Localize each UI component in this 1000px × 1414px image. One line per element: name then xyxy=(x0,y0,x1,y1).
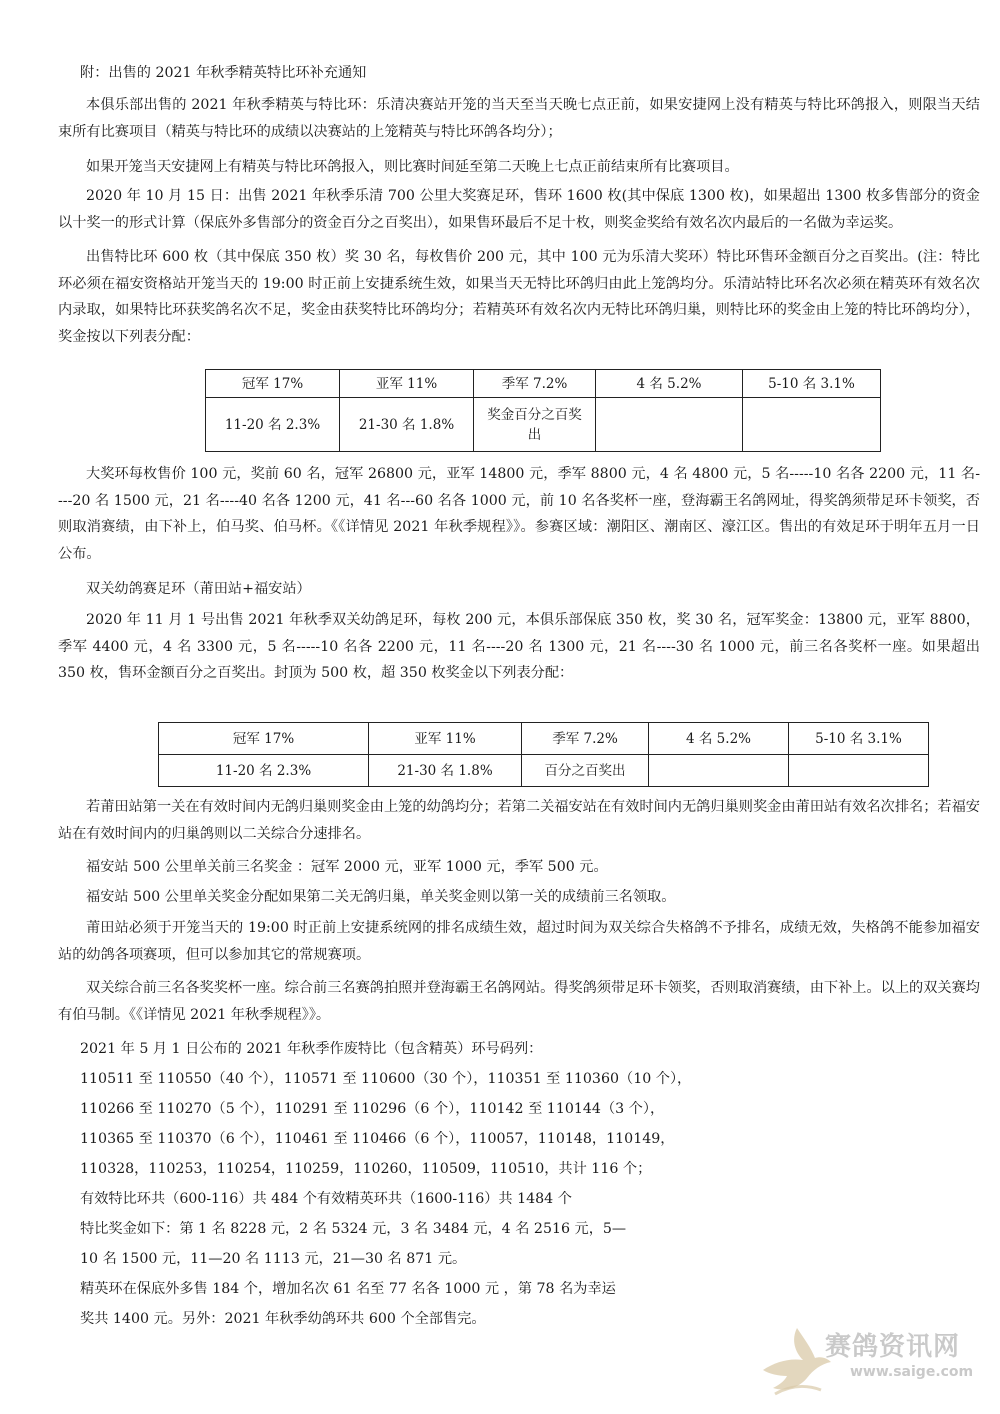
line-void-rings-title: 2021 年 5 月 1 日公布的 2021 年秋季作废特比（包含精英）环号码列： xyxy=(80,1041,543,1057)
table-cell xyxy=(596,398,743,452)
para-putian-deadline: 莆田站必须于开笼当天的 19:00 时正前上安捷系统网的排名成绩生效，超过时间为双关综合失格鸽不予排名，成绩无效，失格鸽不能参加福安站的幼鸽各项赛项，但可以参加其它的常规赛项。 xyxy=(58,920,980,963)
table-cell: 11-20 名 2.3% xyxy=(206,398,340,452)
prize-table-double xyxy=(158,722,929,787)
line-elite-extra: 精英环在保底外多售 184 个，增加名次 61 名至 77 名各 1000 元 ，第 78 名为幸运 xyxy=(80,1281,616,1297)
table-cell: 亚军 11% xyxy=(340,370,474,398)
line-valid-rings: 有效特比环共（600-116）共 484 个有效精英环共（1600-116）共 1484 个 xyxy=(80,1191,572,1207)
table-cell xyxy=(743,398,881,452)
table-cell: 冠军 17% xyxy=(159,723,369,755)
para-fuan-alloc: 福安站 500 公里单关奖金分配如果第二关无鸽归巢，单关奖金则以第一关的成绩前三名领取。 xyxy=(86,889,676,905)
watermark-url: www.saige.com xyxy=(850,1364,974,1380)
para-grand-prize-ring: 大奖环每枚售价 100 元，奖前 60 名，冠军 26800 元，亚军 14800 元，季军 8800 元，4 名 4800 元，5 名-----10 名各 2200 元，11 名----20 名 1500 元，21 名----40 名各 1200 元，41 名---60 名各 1000 元，前 10 名各奖杯一座，登海霸王名鸽网址，得奖鸽须带足环卡领奖，否则取消赛绩，由下补上，伯马奖、伯马杯。《《详情见 2021 年秋季规程》》。参赛区域：潮阳区、潮南区、濠江区。售出的有效足环于明年五月一日公布。 xyxy=(58,466,980,562)
line-special-prize-cont: 10 名 1500 元，11—20 名 1113 元，21—30 名 871 元。 xyxy=(80,1251,467,1267)
table-cell: 4 名 5.2% xyxy=(649,723,789,755)
notice-title: 附：出售的 2021 年秋季精英特比环补充通知 xyxy=(80,65,367,81)
para-fuan-top3: 福安站 500 公里单关前三名奖金 ：冠军 2000 元，亚军 1000 元，季军 500 元。 xyxy=(86,859,608,875)
pigeon-logo-icon xyxy=(755,1318,835,1398)
table-cell: 11-20 名 2.3% xyxy=(159,755,369,787)
para-elite-rule: 本俱乐部出售的 2021 年秋季精英与特比环：乐清决赛站开笼的当天至当天晚七点正前，如果安捷网上没有精英与特比环鸽报入，则限当天结束所有比赛项目（精英与特比环的成绩以决赛站的上笼精英与特比环鸽各均分）； xyxy=(58,97,980,140)
table-cell: 百分之百奖出 xyxy=(522,755,649,787)
table-cell xyxy=(649,755,789,787)
watermark-logo xyxy=(755,1318,980,1398)
para-extension: 如果开笼当天安捷网上有精英与特比环鸽报入，则比赛时间延至第二天晚上七点正前结束所有比赛项目。 xyxy=(86,159,739,175)
table-row xyxy=(206,370,881,398)
table-cell: 5-10 名 3.1% xyxy=(743,370,881,398)
para-double-heading: 双关幼鸽赛足环（莆田站+福安站） xyxy=(86,581,311,597)
table-cell: 5-10 名 3.1% xyxy=(789,723,929,755)
table-cell: 21-30 名 1.8% xyxy=(340,398,474,452)
table-cell: 21-30 名 1.8% xyxy=(369,755,522,787)
table-cell xyxy=(789,755,929,787)
para-special-ring: 出售特比环 600 枚（其中保底 350 枚）奖 30 名，每枚售价 200 元，其中 100 元为乐清大奖环）特比环售环金额百分之百奖出。(注：特比环必须在福安资格站开笼当天的 19:00 时正前上安捷系统生效，如果当天无特比环鸽归由此上笼鸽均分。乐清站特比环名次必须在精英环有效名次内录取，如果特比环获奖鸽名次不足，奖金由获奖特比环鸽均分；若精英环有效名次内无特比环鸽归巢，则特比环的奖金由上笼的特比环鸽均分），奖金按以下列表分配： xyxy=(58,249,980,345)
table-row xyxy=(159,755,929,787)
watermark-name: 赛鸽资讯网 xyxy=(825,1332,961,1362)
line-ring-numbers: 110365 至 110370（6 个），110461 至 110466（6 个），110057，110148，110149， xyxy=(80,1131,675,1147)
line-ring-numbers: 110511 至 110550（40 个），110571 至 110600（30 个），110351 至 110360（10 个）， xyxy=(80,1071,692,1087)
table-cell: 4 名 5.2% xyxy=(596,370,743,398)
table-cell: 亚军 11% xyxy=(369,723,522,755)
para-grand-prize-sale: 2020 年 10 月 15 日：出售 2021 年秋季乐清 700 公里大奖赛足环，售环 1600 枚(其中保底 1300 枚)，如果超出 1300 枚多售部分的资金以十奖一的形式计算（保底外多售部分的资金百分之百奖出），如果售环最后不足十枚，则奖金奖给有效名次内最后的一名做为幸运奖。 xyxy=(58,188,980,231)
prize-table-special xyxy=(205,369,881,452)
table-row xyxy=(159,723,929,755)
line-elite-extra-cont: 奖共 1400 元。另外：2021 年秋季幼鸽环共 600 个全部售完。 xyxy=(80,1311,486,1327)
line-special-prize: 特比奖金如下：第 1 名 8228 元，2 名 5324 元，3 名 3484 元，4 名 2516 元，5— xyxy=(80,1221,627,1237)
para-putian-rule: 若莆田站第一关在有效时间内无鸽归巢则奖金由上笼的幼鸽均分；若第二关福安站在有效时间内无鸽归巢则奖金由莆田站有效名次排名；若福安站在有效时间内的归巢鸽则以二关综合分速排名。 xyxy=(58,799,980,842)
table-cell: 奖金百分之百奖出 xyxy=(474,398,596,452)
table-cell: 季军 7.2% xyxy=(522,723,649,755)
para-double-trophy: 双关综合前三名各奖奖杯一座。综合前三名赛鸽拍照并登海霸王名鸽网站。得奖鸽须带足环卡领奖，否则取消赛绩，由下补上。以上的双关赛均有伯马制。《《详情见 2021 年秋季规程》》。 xyxy=(58,980,980,1023)
table-cell: 冠军 17% xyxy=(206,370,340,398)
line-ring-numbers: 110328，110253，110254，110259，110260，110509，110510，共计 116 个； xyxy=(80,1161,652,1177)
table-row xyxy=(206,398,881,452)
table-cell: 季军 7.2% xyxy=(474,370,596,398)
line-ring-numbers: 110266 至 110270（5 个），110291 至 110296（6 个），110142 至 110144（3 个）， xyxy=(80,1101,665,1117)
para-double-sale: 2020 年 11 月 1 号出售 2021 年秋季双关幼鸽足环，每枚 200 元，本俱乐部保底 350 枚，奖 30 名，冠军奖金：13800 元，亚军 8800，季军 4400 元，4 名 3300 元，5 名-----10 名各 2200 元，11 名----20 名 1300 元，21 名----30 名 1000 元，前三名各奖杯一座。如果超出 350 枚，售环金额百分之百奖出。封顶为 500 枚，超 350 枚奖金以下列表分配： xyxy=(58,612,980,681)
